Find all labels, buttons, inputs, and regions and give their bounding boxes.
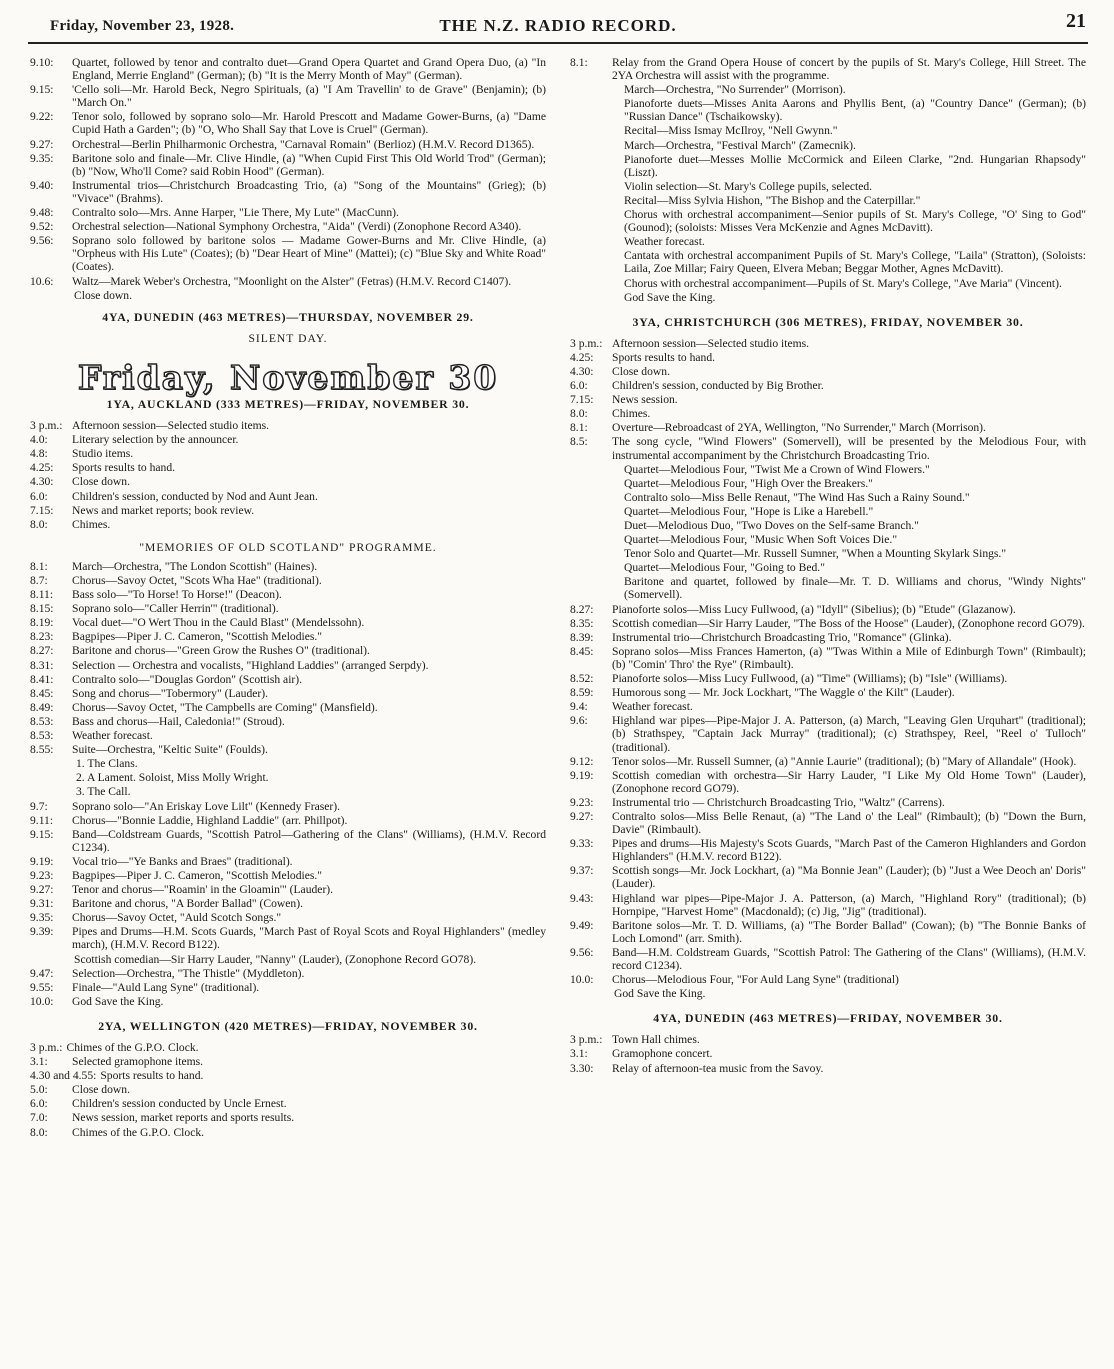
entry-time: 9.40:	[30, 178, 54, 192]
programme-line: Duet—Melodious Duo, "Two Doves on the Self-same Branch."	[624, 519, 919, 532]
entry-time: 9.56:	[570, 945, 594, 959]
page-number: 21	[1066, 10, 1086, 32]
masthead	[28, 4, 1088, 44]
programme-entry	[570, 617, 1086, 630]
programme-entry	[30, 206, 546, 219]
entry-time: 8.53:	[30, 729, 54, 743]
close-down-line: Close down.	[74, 288, 132, 302]
entry-time: 9.10:	[30, 56, 54, 69]
programme-entry	[30, 995, 546, 1008]
entry-text: Quartet, followed by tenor and contralto duet—Grand Opera Quartet and Grand Opera Duo, (a) "In England, Merrie England" (German); (b) "It is the Merry Month of May" (German).	[72, 56, 546, 83]
programme-line: Pianoforte duets—Misses Anita Aarons and Phyllis Bent, (a) "Country Dance" (German); (b) "Russian Dance" (Tschaikowsky).	[624, 97, 1086, 124]
programme-entry	[30, 883, 546, 896]
entry-text: Chimes.	[72, 517, 111, 531]
programme-entry	[30, 234, 546, 273]
entry-text: Vocal trio—"Ye Banks and Braes" (traditional).	[72, 854, 293, 868]
entry-text: Pianoforte solos—Miss Lucy Fullwood, (a) "Time" (Williams); (b) "Isle" (Williams).	[612, 672, 1008, 686]
programme-line: Quartet—Melodious Four, "Hope is Like a Harebell."	[624, 504, 874, 518]
entry-time: 9.48:	[30, 206, 54, 220]
auckland-scotland-list-b	[30, 800, 546, 952]
programme-entry	[570, 973, 1086, 986]
entry-text: Sports results to hand.	[612, 350, 716, 364]
entry-text: Finale—"Auld Lang Syne" (traditional).	[72, 980, 260, 994]
entry-time: 8.59:	[570, 686, 594, 700]
lauder-entry	[30, 953, 546, 966]
programme-entry	[570, 686, 1086, 699]
issue-date: Friday, November 23, 1928.	[50, 18, 235, 34]
entry-time: 9.55:	[30, 980, 54, 994]
programme-line: Quartet—Melodious Four, "Music When Soft Voices Die."	[624, 533, 898, 547]
entry-time: 8.0:	[30, 517, 48, 531]
entry-text: Chorus—Savoy Octet, "The Campbells are Coming" (Mansfield).	[72, 700, 378, 714]
entry-text: News session.	[612, 393, 678, 407]
entry-text: Baritone solo and finale—Mr. Clive Hindle, (a) "When Cupid First This Old World Trod" (German); (b) "Now, Who'll Come? said Robin Hood" (German).	[72, 151, 546, 178]
entry-text: Literary selection by the announcer.	[72, 433, 239, 447]
entry-time: 8.39:	[570, 630, 594, 644]
entry-time: 9.39:	[30, 925, 54, 939]
programme-entry	[30, 518, 546, 531]
programme-entry	[30, 588, 546, 601]
entry-time: 8.5:	[570, 435, 588, 449]
entry-text: Suite—Orchestra, "Keltic Suite" (Foulds).	[72, 743, 268, 757]
programme-line: Tenor Solo and Quartet—Mr. Russell Sumner, "When a Mounting Skylark Sings."	[624, 547, 1007, 561]
programme-entry	[30, 138, 546, 151]
programme-entry	[30, 814, 546, 827]
entry-text: Scottish comedian—Sir Harry Lauder, "The Boss of the Hoose" (Lauder), (Zonophone record GO79).	[612, 616, 1085, 630]
entry-time: 9.33:	[570, 837, 594, 851]
entry-time: 9.52:	[30, 220, 54, 234]
programme-entry	[30, 83, 546, 109]
entry-time: 9.47:	[30, 966, 54, 980]
wellington-friday-heading: 2YA, WELLINGTON (420 METRES)—FRIDAY, NOVEMBER 30.	[98, 1018, 478, 1033]
entry-time: 8.27:	[30, 644, 54, 658]
programme-entry	[30, 729, 546, 742]
programme-entry	[570, 407, 1086, 420]
god-save-line: God Save the King.	[614, 987, 706, 1001]
programme-entry	[30, 447, 546, 460]
entry-time: 8.7:	[30, 574, 48, 587]
programme-entry	[30, 461, 546, 474]
entry-time: 9.23:	[570, 795, 594, 809]
entry-text: March—Orchestra, "The London Scottish" (Haines).	[72, 559, 318, 573]
entry-text: Children's session, conducted by Big Brother.	[612, 379, 824, 393]
entry-text: Chorus—Savoy Octet, "Auld Scotch Songs."	[72, 911, 282, 925]
programme-entry	[30, 715, 546, 728]
entry-time: 4.25:	[570, 350, 594, 364]
entry-time: 8.19:	[30, 616, 54, 630]
programme-entry	[570, 631, 1086, 644]
entry-time: 6.0:	[30, 1097, 48, 1111]
programme-entry	[30, 869, 546, 882]
entry-text: News session, market reports and sports results.	[72, 1111, 295, 1125]
entry-time: 9.15:	[30, 827, 54, 841]
programme-line: 2. A Lament. Soloist, Miss Molly Wright.	[76, 771, 269, 785]
programme-entry	[30, 504, 546, 517]
entry-text: Contralto solo—Mrs. Anne Harper, "Lie There, My Lute" (MacCunn).	[72, 206, 399, 220]
entry-time: 8.15:	[30, 602, 54, 616]
entry-time: 8.35:	[570, 616, 594, 630]
entry-time: 7.0:	[30, 1111, 48, 1125]
entry-text: Orchestral selection—National Symphony Orchestra, "Aida" (Verdi) (Zonophone Record A340).	[72, 220, 522, 234]
programme-entry	[570, 919, 1086, 945]
programme-entry	[30, 602, 546, 615]
entry-time: 6.0:	[30, 489, 48, 503]
entry-time: 6.0:	[570, 379, 588, 393]
entry-text: Song and chorus—"Tobermory" (Lauder).	[72, 686, 269, 700]
entry-time: 10.0:	[30, 994, 54, 1008]
entry-text: Instrumental trios—Christchurch Broadcasting Trio, (a) "Song of the Mountains" (Grieg); (b) "Vivace" (Brahms).	[72, 178, 546, 205]
programme-entry	[30, 701, 546, 714]
programme-entry	[30, 616, 546, 629]
programme-entry	[30, 673, 546, 686]
programme-entry	[570, 1047, 1086, 1060]
relay-entry	[570, 56, 1086, 82]
programme-entry	[30, 743, 546, 756]
programme-entry	[570, 645, 1086, 671]
scotland-programme-heading: "MEMORIES OF OLD SCOTLAND" PROGRAMME.	[139, 540, 437, 554]
programme-entry	[30, 855, 546, 868]
entry-text: Relay of afternoon-tea music from the Savoy.	[612, 1061, 824, 1075]
programme-entry	[30, 981, 546, 994]
entry-text: Soprano solo—"Caller Herrin'" (traditional).	[72, 602, 279, 616]
dunedin-friday-heading: 4YA, DUNEDIN (463 METRES)—FRIDAY, NOVEMBER 30.	[653, 1011, 1003, 1026]
entry-text: Close down.	[72, 475, 130, 489]
entry-text: 'Cello soli—Mr. Harold Beck, Negro Spirituals, (a) "I Am Travellin' to de Grave" (Benjamin); (b) "March On."	[72, 83, 546, 110]
entry-time: 9.22:	[30, 110, 54, 124]
programme-entry	[30, 220, 546, 233]
programme-entry	[30, 110, 546, 136]
entry-text: The song cycle, "Wind Flowers" (Somervell), will be presented by the Melodious Four, with instrumental accompaniment by the Christchurch Broadcasting Trio.	[612, 435, 1086, 462]
entry-text: Soprano solo followed by baritone solos — Madame Gower-Burns and Mr. Clive Hindle, (a) "Orpheus with His Lute" (Coates); (b) "Dear Heart of Mine" (Mattei); (c) "Blue Sky and White Road" (Coates).	[72, 234, 546, 274]
entry-time: 9.7:	[30, 799, 48, 813]
programme-line: Contralto solo—Miss Belle Renaut, "The Wind Has Such a Rainy Sound."	[624, 490, 970, 504]
entry-text: Children's session conducted by Uncle Ernest.	[72, 1097, 287, 1111]
programme-entry	[30, 897, 546, 910]
entry-time: 8.49:	[30, 700, 54, 714]
entry-text: Band—H.M. Coldstream Guards, "Scottish Patrol: The Gathering of the Clans" (Williams), (H.M.V. record C1234).	[612, 945, 1086, 972]
entry-time: 8.23:	[30, 630, 54, 644]
programme-entry	[30, 475, 546, 488]
programme-entry	[30, 1126, 546, 1139]
entry-time: 9.31:	[30, 897, 54, 911]
entry-text: Tenor and chorus—"Roamin' in the Gloamin'" (Lauder).	[72, 883, 334, 897]
programme-entry	[570, 379, 1086, 392]
auckland-heading: 1YA, AUCKLAND (333 METRES)—FRIDAY, NOVEMBER 30.	[106, 396, 470, 411]
entry-text: Overture—Rebroadcast of 2YA, Wellington, "No Surrender," March (Morrison).	[612, 421, 986, 435]
entry-text: Instrumental trio—Christchurch Broadcasting Trio, "Romance" (Glinka).	[612, 630, 952, 644]
entry-time: 9.56:	[30, 234, 54, 248]
entry-time: 8.55:	[30, 743, 54, 757]
concert-items-list	[570, 83, 1086, 304]
entry-time: 4.30:	[30, 475, 54, 489]
entry-time: 9.35:	[30, 151, 54, 165]
christchurch-heading: 3YA, CHRISTCHURCH (306 METRES), FRIDAY, NOVEMBER 30.	[632, 314, 1024, 329]
entry-text: Tenor solos—Mr. Russell Sumner, (a) "Annie Laurie" (traditional); (b) "Mary of Allandale" (Hook).	[612, 754, 1077, 768]
programme-line: March—Orchestra, "Festival March" (Zamecnik).	[624, 138, 856, 152]
entry-text: Humorous song — Mr. Jock Lockhart, "The Waggle o' the Kilt" (Lauder).	[612, 686, 955, 700]
entry-text: Chimes.	[612, 407, 651, 421]
programme-entry	[570, 672, 1086, 685]
entry-time: 3.1:	[30, 1055, 48, 1069]
programme-line: Chorus with orchestral accompaniment—Pupils of St. Mary's College, "Ave Maria" (Vincent).	[624, 276, 1062, 290]
programme-entry	[570, 769, 1086, 795]
entry-text: News and market reports; book review.	[72, 503, 255, 517]
programme-entry	[570, 1033, 1086, 1046]
entry-text: Chimes of the G.P.O. Clock.	[72, 1125, 205, 1139]
entry-text: Bass solo—"To Horse! To Horse!" (Deacon).	[72, 588, 282, 602]
entry-time: 7.15:	[30, 503, 54, 517]
programme-line: Violin selection—St. Mary's College pupils, selected.	[624, 179, 873, 193]
programme-entry	[570, 837, 1086, 863]
friday-banner-heading: Friday, November 30	[77, 357, 499, 397]
programme-entry	[30, 630, 546, 643]
entry-time: 8.11:	[30, 588, 54, 602]
christchurch-early-list	[570, 337, 1086, 462]
entry-time: 9.19:	[570, 768, 594, 782]
programme-entry	[570, 700, 1086, 713]
entry-time: 9.37:	[570, 864, 594, 878]
programme-entry	[30, 419, 546, 432]
programme-entry	[30, 687, 546, 700]
programme-entry	[570, 351, 1086, 364]
entry-time: 5.0:	[30, 1083, 48, 1097]
programme-line: March—Orchestra, "No Surrender" (Morrison).	[624, 83, 846, 97]
entry-text: Highland war pipes—Pipe-Major J. A. Patterson, (a) March, "Leaving Glen Urquhart" (traditional); (b) Strathspey, "Captain Jack Murray" (traditional); (c) Strathspey, Reel, "Reel o' Tulloch" (traditional).	[612, 714, 1086, 754]
entry-time: 8.0:	[30, 1125, 48, 1139]
entry-time: 10.0:	[570, 973, 594, 987]
programme-entry	[30, 967, 546, 980]
programme-line: 3. The Call.	[76, 785, 131, 799]
entry-text: Tenor solo, followed by soprano solo—Mr. Harold Prescott and Madame Gower-Burns, (a) "Dame Cupid Hath a Garden"; (b) "O, Who Shall Say that Love is Cruel" (German).	[72, 110, 546, 137]
programme-entry	[30, 800, 546, 813]
programme-entry	[570, 435, 1086, 461]
programme-entry	[570, 946, 1086, 972]
entry-time: 3 p.m.:	[570, 336, 603, 350]
entry-text: Baritone solos—Mr. T. D. Williams, (a) "The Border Ballad" (Cowan); (b) "The Bonnie Banks of Loch Lomond" (arr. Smith).	[612, 918, 1086, 945]
entry-text: Sports results to hand.	[100, 1069, 204, 1083]
dunedin-friday-list	[570, 1033, 1086, 1074]
programme-entry	[30, 560, 546, 573]
programme-line: Quartet—Melodious Four, "Going to Bed."	[624, 561, 825, 575]
entry-text: Studio items.	[72, 447, 134, 461]
entry-time: 4.0:	[30, 433, 48, 447]
programme-entry	[570, 796, 1086, 809]
entry-time: 8.27:	[570, 602, 594, 616]
entry-time: 8.45:	[30, 686, 54, 700]
entry-time: 10.6:	[30, 274, 54, 288]
entry-text: Waltz—Marek Weber's Orchestra, "Moonlight on the Alster" (Fetras) (H.M.V. Record C1407).	[72, 274, 512, 288]
entry-text: Baritone and chorus—"Green Grow the Rushes O" (traditional).	[72, 644, 370, 658]
entry-time: 4.30 and 4.55:	[30, 1069, 97, 1083]
entry-time: 8.1:	[570, 421, 588, 435]
wind-flowers-list	[570, 463, 1086, 602]
entry-time: 9.27:	[30, 883, 54, 897]
lauder-entry-text: Scottish comedian—Sir Harry Lauder, "Nanny" (Lauder), (Zonophone Record GO78).	[74, 952, 477, 966]
entry-text: Bagpipes—Piper J. C. Cameron, "Scottish Melodies."	[72, 868, 323, 882]
auckland-scotland-list-c	[30, 967, 546, 1008]
entry-time: 9.35:	[30, 911, 54, 925]
publication-title: THE N.Z. RADIO RECORD.	[439, 16, 677, 35]
auckland-early-list	[30, 419, 546, 531]
entry-text: Chorus—Melodious Four, "For Auld Lang Syne" (traditional)	[612, 973, 899, 987]
entry-text: Children's session, conducted by Nod and Aunt Jean.	[72, 489, 318, 503]
programme-entry	[30, 644, 546, 657]
programme-entry	[570, 365, 1086, 378]
programme-entry	[30, 1111, 546, 1124]
programme-entry	[570, 810, 1086, 836]
programme-entry	[570, 1062, 1086, 1075]
entry-text: Selected gramophone items.	[72, 1055, 204, 1069]
programme-entry	[30, 1069, 546, 1082]
entry-time: 3.30:	[570, 1061, 594, 1075]
entry-time: 9.11:	[30, 813, 54, 827]
programme-entry	[30, 179, 546, 205]
entry-time: 9.27:	[570, 809, 594, 823]
entry-text: Gramophone concert.	[612, 1047, 713, 1061]
entry-text: Selection—Orchestra, "The Thistle" (Myddleton).	[72, 966, 305, 980]
entry-time: 7.15:	[570, 393, 594, 407]
programme-line: Quartet—Melodious Four, "High Over the Breakers."	[624, 476, 873, 490]
entry-text: Selection — Orchestra and vocalists, "Highland Laddies" (arranged Serpdy).	[72, 658, 429, 672]
wellington-friday-list	[30, 1041, 546, 1139]
entry-time: 8.1:	[30, 559, 48, 573]
programme-line: Recital—Miss Sylvia Hishon, "The Bishop and the Caterpillar."	[624, 193, 921, 207]
programme-line: Weather forecast.	[624, 235, 705, 249]
entry-text: Close down.	[612, 364, 670, 378]
entry-time: 3 p.m.:	[30, 1041, 63, 1054]
entry-time: 8.45:	[570, 644, 594, 658]
programme-line: Cantata with orchestral accompaniment Pupils of St. Mary's College, "Laila" (Stratton), (Soloists: Laila, Zoe Millar; Fairy Queen, Elvera Meban; Beggar Mother, Agnes McDavitt).	[624, 249, 1086, 276]
entry-time: 8.53:	[30, 714, 54, 728]
entry-time: 4.30:	[570, 364, 594, 378]
entry-time: 9.27:	[30, 137, 54, 151]
entry-text: Weather forecast.	[612, 700, 693, 714]
entry-text: Orchestral—Berlin Philharmonic Orchestra, "Carnaval Romain" (Berlioz) (H.M.V. Record D1365).	[72, 137, 535, 151]
programme-entry	[30, 828, 546, 854]
relay-text: Relay from the Grand Opera House of concert by the pupils of St. Mary's College, Hill Street. The 2YA Orchestra will assist with the programme.	[612, 56, 1086, 83]
entry-time: 9.23:	[30, 868, 54, 882]
entry-text: Band—Coldstream Guards, "Scottish Patrol—Gathering of the Clans" (Williams), (H.M.V. Record C1234).	[72, 827, 546, 854]
relay-time: 8.1:	[570, 56, 588, 69]
entry-text: Afternoon session—Selected studio items.	[72, 419, 270, 433]
entry-time: 9.43:	[570, 891, 594, 905]
silent-day-label: SILENT DAY.	[248, 331, 328, 345]
entry-time: 8.52:	[570, 672, 594, 686]
left-column	[30, 56, 546, 1140]
right-column	[570, 56, 1086, 1076]
dunedin-thursday-heading: 4YA, DUNEDIN (463 METRES)—THURSDAY, NOVEMBER 29.	[102, 309, 474, 324]
programme-entry	[30, 925, 546, 951]
entry-text: Vocal duet—"O Wert Thou in the Cauld Blast" (Mendelssohn).	[72, 616, 365, 630]
entry-text: Highland war pipes—Pipe-Major J. A. Patterson, (a) March, "Highland Rory" (traditional); (b) Hornpipe, "Harvest Home" (Macdonald); (c) Jig, "Jig" (traditional).	[612, 891, 1086, 918]
entry-text: Bass and chorus—Hail, Caledonia!" (Stroud).	[72, 714, 285, 728]
entry-text: Soprano solo—"An Eriskay Love Lilt" (Kennedy Fraser).	[72, 799, 341, 813]
wellington-thursday-list	[30, 56, 546, 288]
programme-line: Recital—Miss Ismay McIlroy, "Nell Gwynn."	[624, 124, 838, 138]
entry-text: Contralto solo—"Douglas Gordon" (Scottish air).	[72, 672, 303, 686]
entry-text: Chorus—Savoy Octet, "Scots Wha Hae" (traditional).	[72, 574, 322, 587]
entry-time: 9.12:	[570, 754, 594, 768]
entry-text: Town Hall chimes.	[612, 1033, 700, 1047]
entry-time: 3.1:	[570, 1047, 588, 1061]
programme-entry	[30, 1083, 546, 1096]
entry-time: 9.19:	[30, 854, 54, 868]
entry-text: God Save the King.	[72, 994, 164, 1008]
entry-time: 8.31:	[30, 658, 54, 672]
entry-time: 3 p.m.:	[30, 419, 63, 433]
programme-entry	[30, 275, 546, 288]
programme-entry	[30, 574, 546, 587]
entry-text: Soprano solos—Miss Frances Hamerton, (a) "'Twas Within a Mile of Edinburgh Town" (Rimbault); (b) "Comin' Thro' the Rye" (Rimbault).	[612, 644, 1086, 671]
programme-entry	[30, 433, 546, 446]
entry-text: Baritone and chorus, "A Border Ballad" (Cowen).	[72, 897, 303, 911]
programme-entry	[570, 714, 1086, 753]
entry-time: 9.6:	[570, 714, 588, 728]
entry-time: 4.8:	[30, 447, 48, 461]
entry-text: Pianoforte solos—Miss Lucy Fullwood, (a) "Idyll" (Sibelius); (b) "Etude" (Glazanow).	[612, 602, 1016, 616]
entry-text: Instrumental trio — Christchurch Broadcasting Trio, "Waltz" (Carrens).	[612, 795, 945, 809]
programme-entry	[570, 603, 1086, 616]
programme-entry	[30, 659, 546, 672]
programme-entry	[570, 337, 1086, 350]
programme-entry	[30, 911, 546, 924]
entry-time: 9.49:	[570, 918, 594, 932]
entry-text: Sports results to hand.	[72, 461, 176, 475]
programme-line: Baritone and quartet, followed by finale—Mr. T. D. Williams and chorus, "Windy Nights" (Somervell).	[624, 575, 1086, 602]
entry-time: 9.15:	[30, 83, 54, 97]
programme-entry	[30, 1055, 546, 1068]
programme-entry	[30, 56, 546, 82]
entry-time: 8.0:	[570, 407, 588, 421]
christchurch-late-list	[570, 603, 1086, 987]
programme-line: God Save the King.	[624, 290, 716, 304]
entry-text: Weather forecast.	[72, 729, 153, 743]
programme-entry	[30, 152, 546, 178]
entry-text: Scottish songs—Mr. Jock Lockhart, (a) "Ma Bonnie Jean" (Lauder); (b) "Just a Wee Deoch an' Doris" (Lauder).	[612, 864, 1086, 891]
entry-time: 8.41:	[30, 672, 54, 686]
auckland-scotland-list-a	[30, 560, 546, 756]
programme-entry	[30, 1041, 546, 1054]
entry-text: Chorus—"Bonnie Laddie, Highland Laddie" (arr. Phillpot).	[72, 813, 348, 827]
programme-entry	[30, 1097, 546, 1110]
entry-time: 9.4:	[570, 700, 588, 714]
suite-parts-list	[30, 757, 546, 798]
programme-line: Chorus with orchestral accompaniment—Senior pupils of St. Mary's College, "O' Sing to God" (Gounod); (soloists: Misses Vera McKenzie and Agnes McDavitt).	[624, 208, 1086, 235]
programme-entry	[570, 755, 1086, 768]
entry-text: Afternoon session—Selected studio items.	[612, 336, 810, 350]
entry-text: Close down.	[72, 1083, 130, 1097]
entry-text: Pipes and drums—His Majesty's Scots Guards, "March Past of the Cameron Highlanders and Gordon Highlanders" (H.M.V. record B122).	[612, 837, 1086, 864]
programme-entry	[570, 864, 1086, 890]
programme-entry	[570, 421, 1086, 434]
programme-line: 1. The Clans.	[76, 757, 138, 771]
entry-text: Chimes of the G.P.O. Clock.	[66, 1041, 199, 1054]
programme-line: Quartet—Melodious Four, "Twist Me a Crown of Wind Flowers."	[624, 462, 930, 476]
entry-text: Bagpipes—Piper J. C. Cameron, "Scottish Melodies."	[72, 630, 323, 644]
programme-entry	[570, 892, 1086, 918]
programme-entry	[30, 490, 546, 503]
programme-line: Pianoforte duet—Messes Mollie McCormick and Eileen Clarke, "2nd. Hungarian Rhapsody" (Liszt).	[624, 152, 1086, 179]
entry-text: Scottish comedian with orchestra—Sir Harry Lauder, "I Like My Old Home Town" (Lauder), (Zonophone record GO79).	[612, 768, 1086, 795]
entry-text: Contralto solos—Miss Belle Renaut, (a) "The Land o' the Leal" (Rimbault); (b) "Down the Burn, Davie" (Rimbault).	[612, 809, 1086, 837]
entry-time: 3 p.m.:	[570, 1033, 603, 1047]
entry-text: Pipes and Drums—H.M. Scots Guards, "March Past of Royal Scots and Royal Highlanders" (medley march), (H.M.V. Record B122).	[72, 925, 546, 952]
programme-entry	[570, 393, 1086, 406]
entry-time: 4.25:	[30, 461, 54, 475]
